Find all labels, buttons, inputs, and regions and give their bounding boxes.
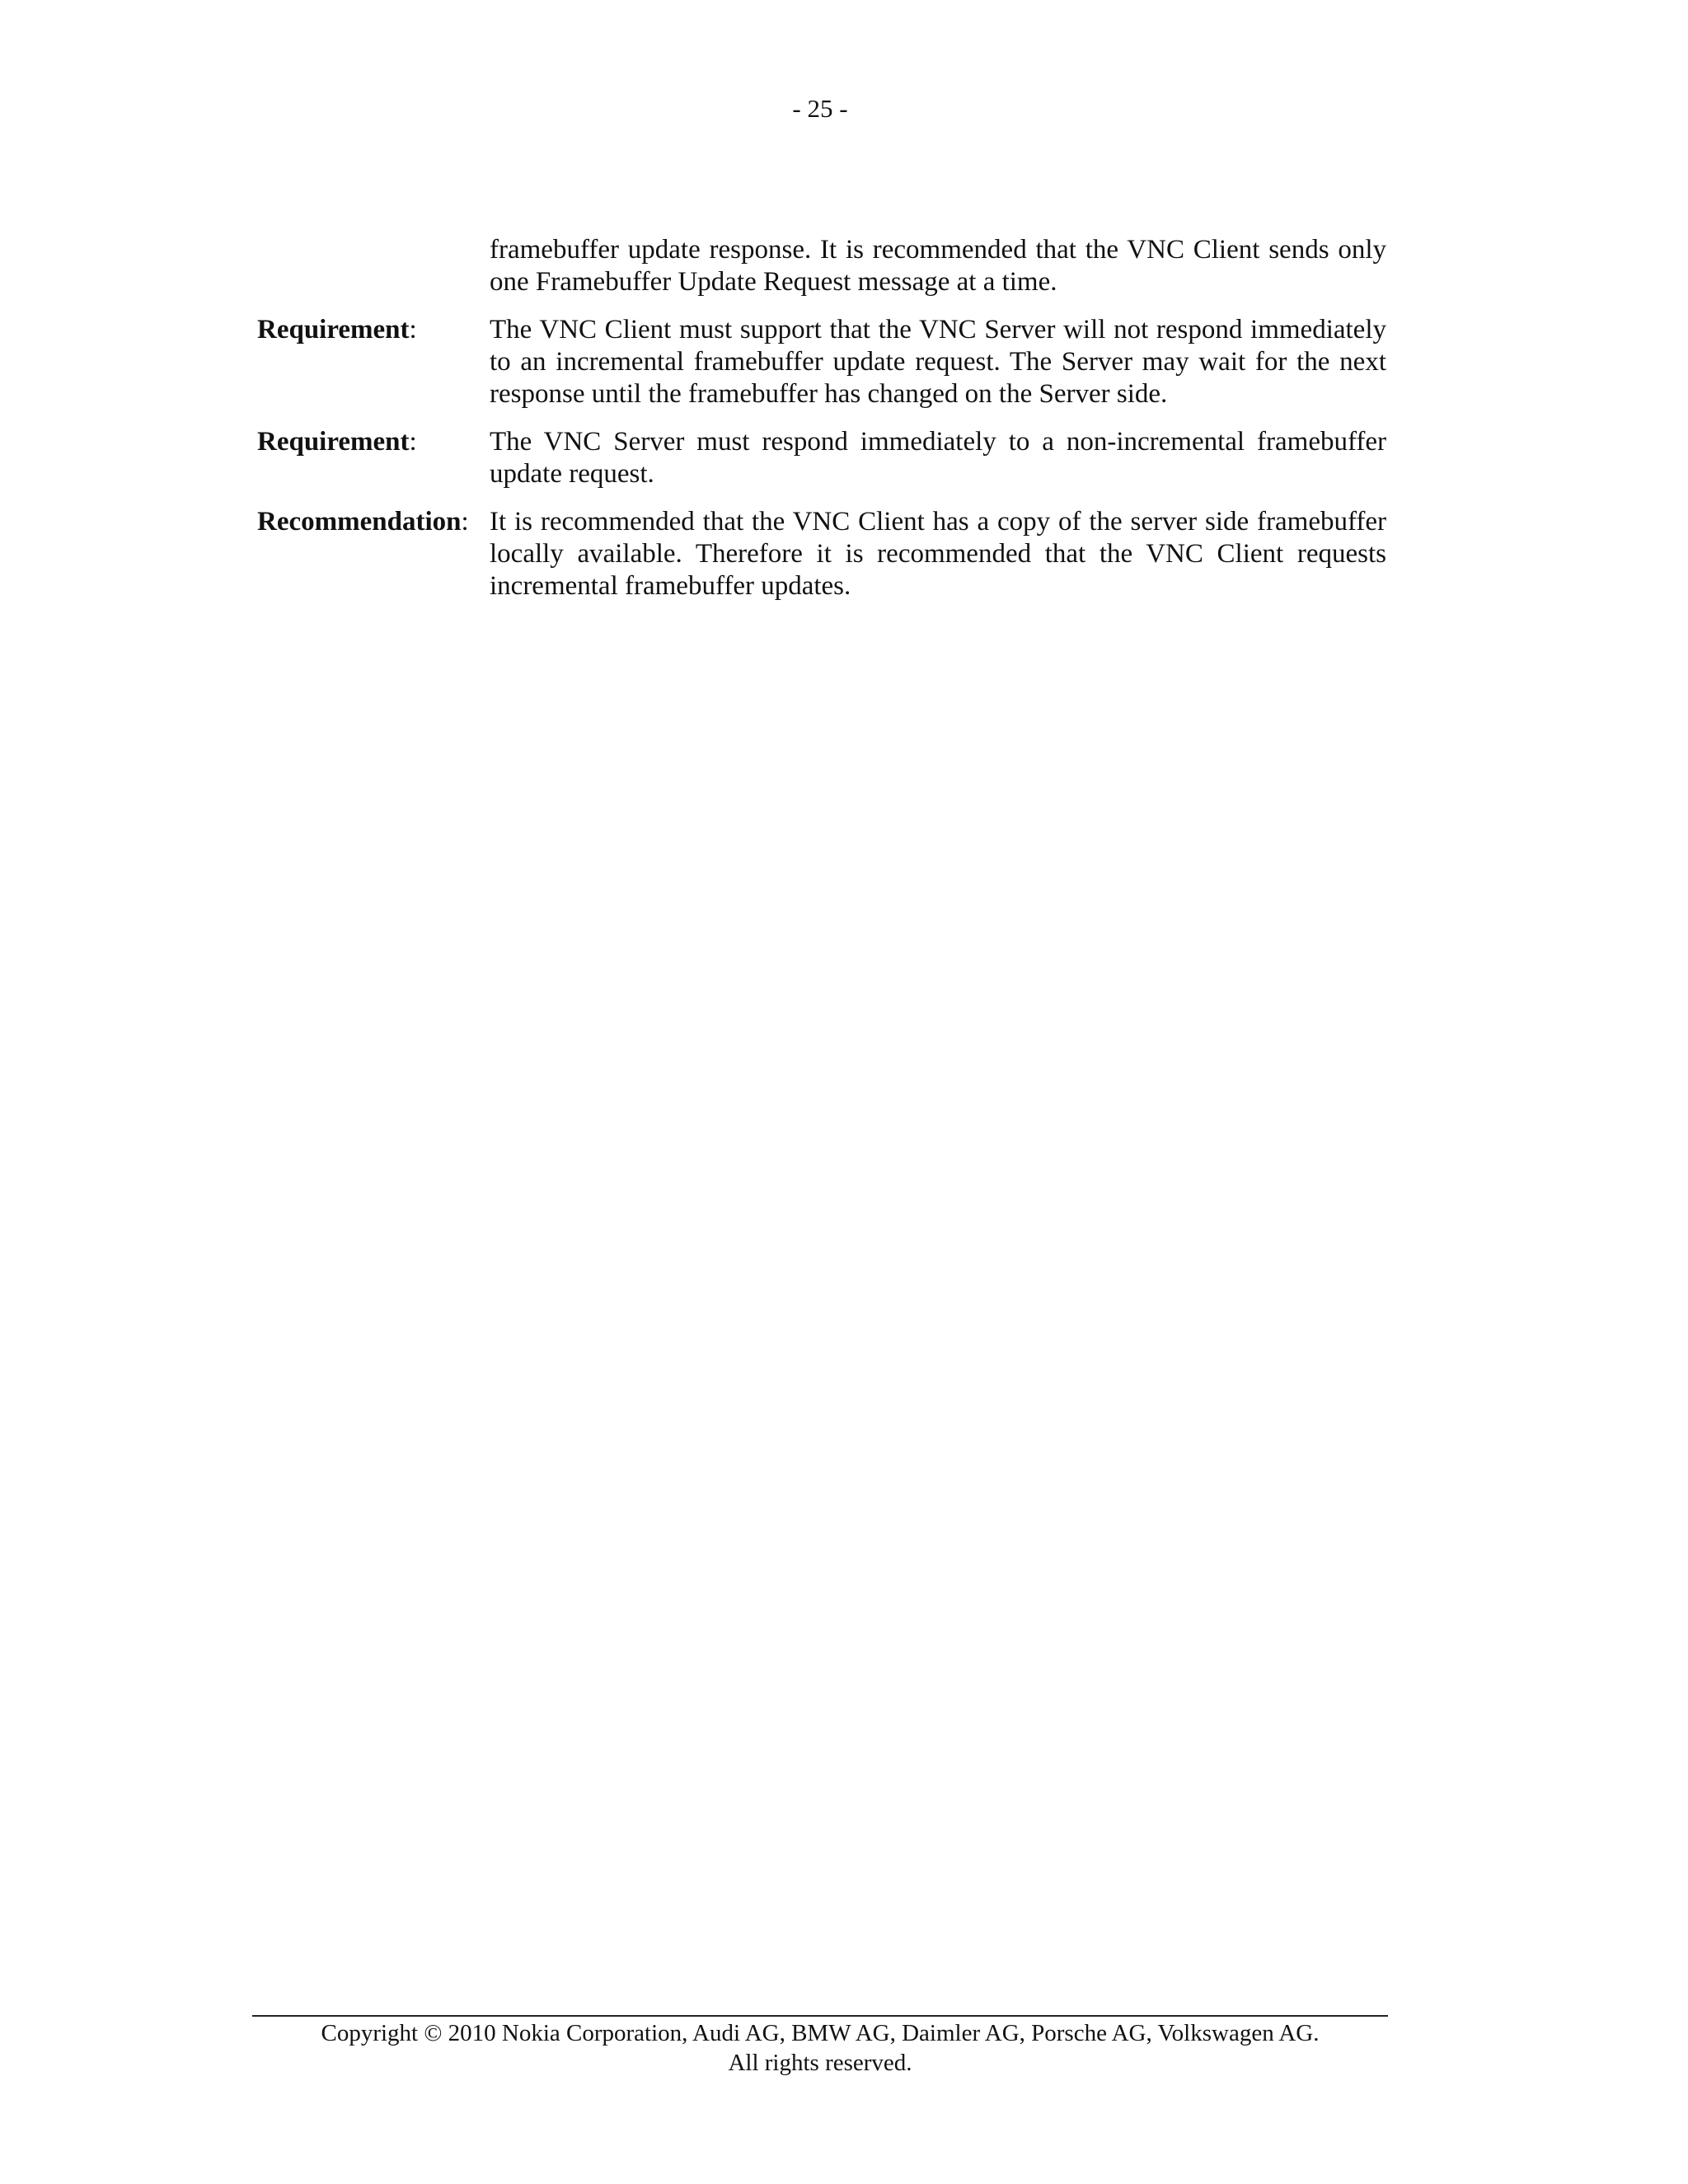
entry-label-colon: : [409, 427, 417, 457]
entry-label-colon: : [461, 507, 469, 537]
recommendation-entry [257, 506, 1386, 602]
entry-label [257, 314, 490, 410]
entry-label-keyword: Recommendation [257, 507, 462, 537]
footer-rights: All rights reserved. [728, 2050, 912, 2076]
footer-divider [252, 2015, 1388, 2017]
document-body [257, 234, 1386, 618]
entry-label [257, 426, 490, 490]
entry-label-keyword: Requirement [257, 427, 410, 457]
page-number: - 25 - [792, 94, 848, 123]
entry-text: It is recommended that the VNC Client has a copy of the server side framebuffer locally available. Therefore it is recommended that the VNC Client requests incremental framebuffer updates. [490, 507, 1386, 601]
entry-text: The VNC Server must respond immediately to a non-incremental framebuffer update request. [490, 427, 1386, 489]
continuation-paragraph [257, 234, 1386, 298]
requirement-entry [257, 426, 1386, 490]
entry-text: framebuffer update response. It is recommended that the VNC Client sends only one Framebuffer Update Request message at a time. [490, 235, 1386, 297]
entry-label-empty [257, 234, 490, 298]
entry-label-keyword: Requirement [257, 315, 410, 344]
footer [252, 2018, 1388, 2078]
requirement-entry [257, 314, 1386, 410]
footer-copyright: Copyright © 2010 Nokia Corporation, Audi AG, BMW AG, Daimler AG, Porsche AG, Volkswagen AG. [321, 2020, 1320, 2046]
entry-label [257, 506, 490, 602]
entry-text: The VNC Client must support that the VNC Server will not respond immediately to an incremental framebuffer update request. The Server may wait for the next response until the framebuffer has changed on the Server side. [490, 315, 1386, 409]
entry-label-colon: : [409, 315, 417, 344]
